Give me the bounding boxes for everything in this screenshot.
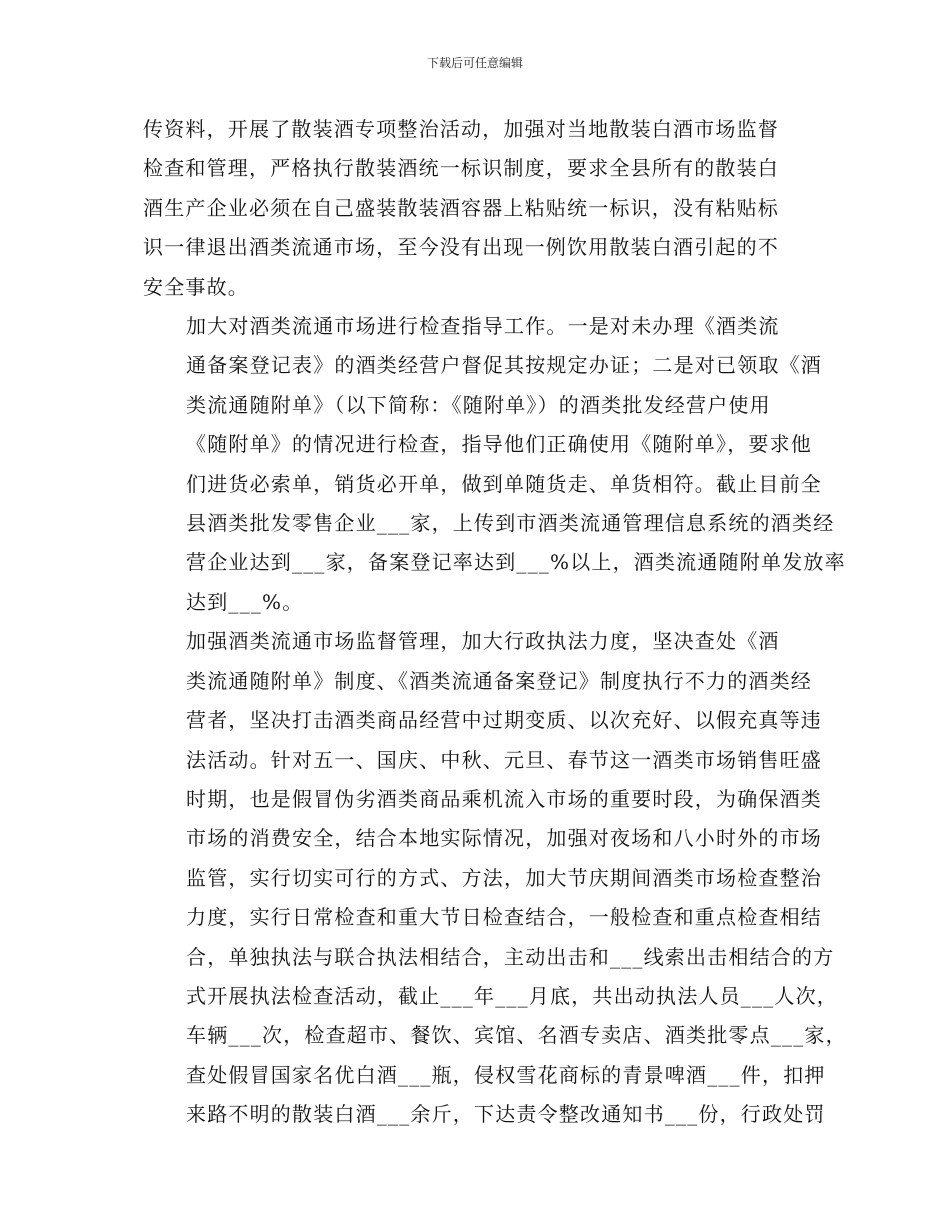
text-line: 营者，坚决打击酒类商品经营中过期变质、以次充好、以假充真等违 bbox=[186, 708, 822, 733]
text-line: 识一律退出酒类流通市场，至今没有出现一例饮用散装白酒引起的不 bbox=[143, 235, 779, 260]
text-line: 们进货必索单，销货必开单，做到单随货走、单货相符。截止目前全 bbox=[186, 471, 822, 496]
text-line: 通备案登记表》的酒类经营户督促其按规定办证；二是对已领取《酒 bbox=[186, 353, 822, 378]
paragraph-1 bbox=[143, 110, 807, 307]
text-line: 查处假冒国家名优白酒___瓶，侵权雪花商标的青景啤酒___件，扣押 bbox=[186, 1062, 826, 1087]
text-line: 达到___%。 bbox=[186, 589, 304, 614]
text-line: 来路不明的散装白酒___余斤，下达责令整改通知书___份，行政处罚 bbox=[186, 1102, 826, 1127]
text-line: 《随附单》的情况进行检查，指导他们正确使用《随附单》，要求他 bbox=[186, 432, 812, 457]
text-line: 类流通随附单》制度、《酒类流通备案登记》制度执行不力的酒类经 bbox=[186, 668, 812, 693]
text-line: 力度，实行日常检查和重大节日检查结合，一般检查和重点检查相结 bbox=[186, 905, 822, 930]
text-line: 车辆___次，检查超市、餐饮、宾馆、名酒专卖店、酒类批零点___家， bbox=[186, 1023, 847, 1048]
text-line: 加强酒类流通市场监督管理，加大行政执法力度，坚决查处《酒 bbox=[186, 629, 780, 654]
text-line: 传资料，开展了散装酒专项整治活动，加强对当地散装白酒市场监督 bbox=[143, 117, 779, 141]
text-line: 营企业达到___家，备案登记率达到___%以上，酒类流通随附单发放率 bbox=[186, 550, 846, 575]
text-line: 监管，实行切实可行的方式、方法，加大节庆期间酒类市场检查整治 bbox=[186, 865, 822, 890]
text-line: 市场的消费安全，结合本地实际情况，加强对夜场和八小时外的市场 bbox=[186, 826, 822, 851]
body-text bbox=[143, 110, 847, 1135]
text-line: 安全事故。 bbox=[143, 274, 249, 299]
page-header: 下载后可任意编辑 bbox=[426, 56, 523, 70]
text-line: 检查和管理，严格执行散装酒统一标识制度，要求全县所有的散装白 bbox=[143, 156, 779, 181]
paragraph-3 bbox=[143, 622, 847, 1134]
text-line: 式开展执法检查活动，截止___年___月底，共出动执法人员___人次， bbox=[186, 983, 838, 1008]
text-line: 时期，也是假冒伪劣酒类商品乘机流入市场的重要时段，为确保酒类 bbox=[186, 786, 822, 811]
paragraph-2 bbox=[143, 307, 846, 622]
text-line: 酒生产企业必须在自己盛装散装酒容器上粘贴统一标识，没有粘贴标 bbox=[143, 195, 779, 220]
text-line: 合，单独执法与联合执法相结合，主动出击和___线索出击相结合的方 bbox=[186, 944, 835, 969]
text-line: 加大对酒类流通市场进行检查指导工作。一是对未办理《酒类流 bbox=[186, 314, 780, 339]
text-line: 法活动。针对五一、国庆、中秋、元旦、春节这一酒类市场销售旺盛 bbox=[186, 747, 822, 772]
text-line: 县酒类批发零售企业___家，上传到市酒类流通管理信息系统的酒类经 bbox=[186, 511, 835, 536]
text-line: 类流通随附单》（以下简称：《随附单》）的酒类批发经营户使用 bbox=[186, 392, 771, 417]
